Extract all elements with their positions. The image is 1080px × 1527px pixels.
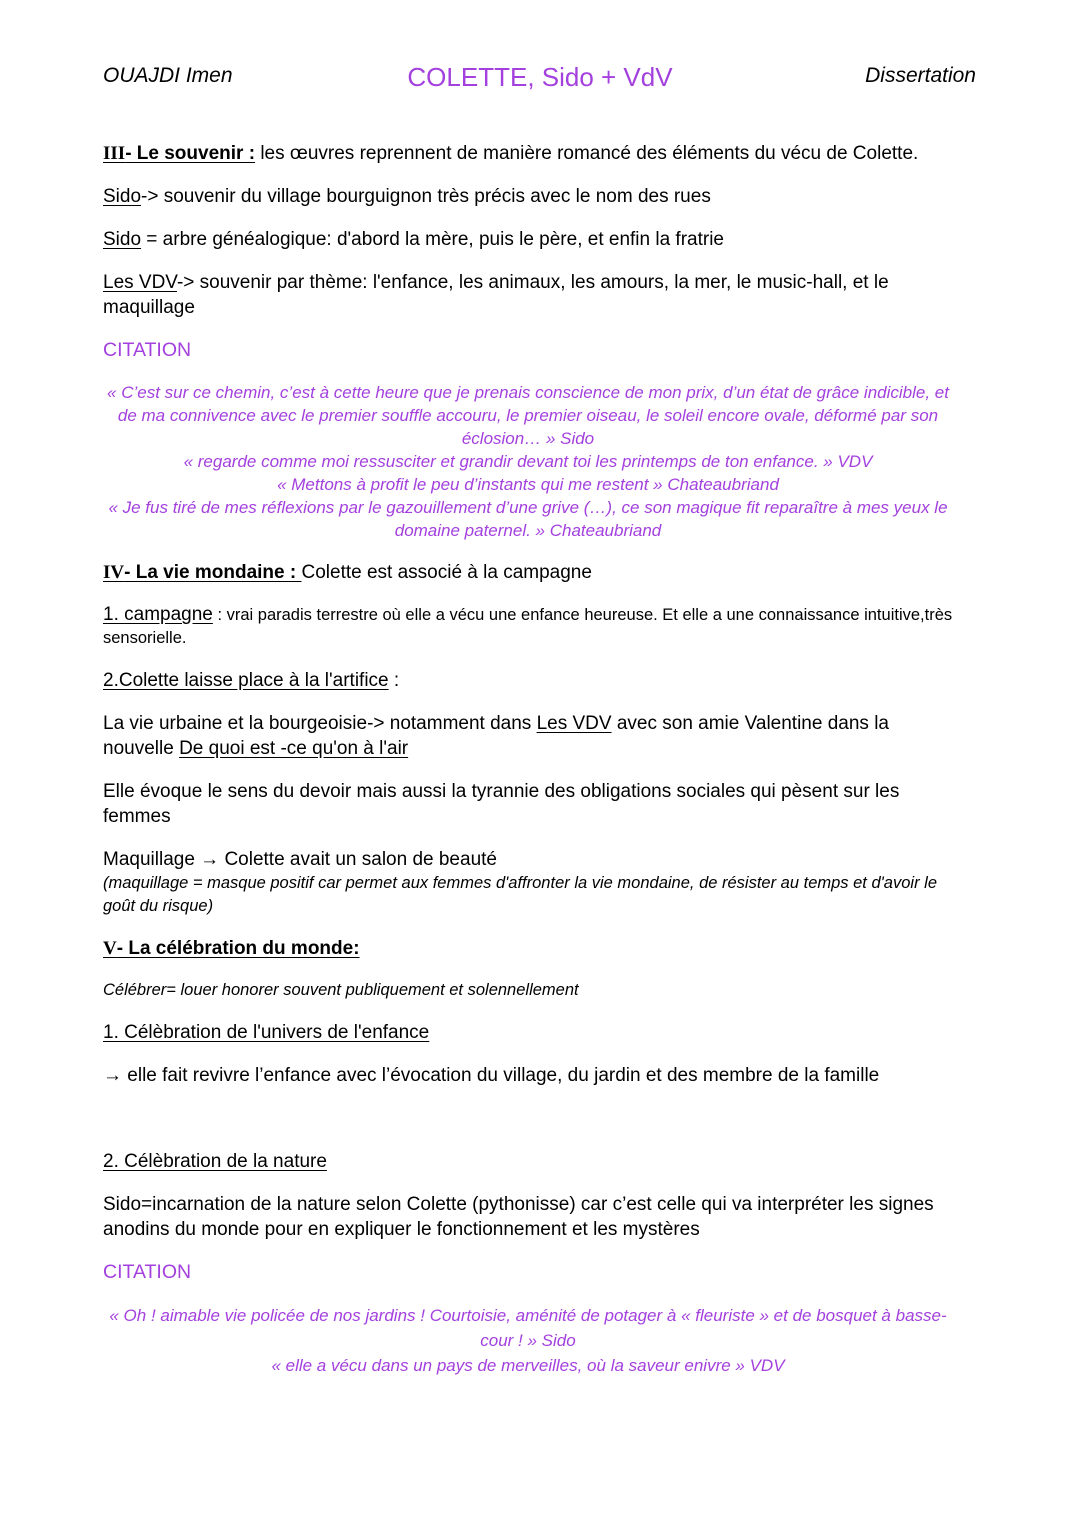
section-3-heading-paragraph: [103, 141, 953, 166]
quote-chateaubriand-1: « Mettons à profit le peu d’instants qui me restent » Chateaubriand: [277, 475, 779, 494]
section-3-sido-village: [103, 184, 953, 209]
vdv-reference: Les VDV: [536, 713, 612, 734]
section-5-number: V: [103, 938, 117, 959]
citation-block-2: [103, 1303, 953, 1378]
artifice-subtitle: 2.Colette laisse place à la l'artifice: [103, 670, 389, 691]
citation-label: CITATION: [103, 339, 192, 361]
citation-block-1: [103, 381, 953, 542]
document-type: Dissertation: [865, 64, 976, 87]
citation-label: CITATION: [103, 1261, 192, 1283]
section-4-campagne: [103, 603, 953, 650]
section-4-intro: Colette est associé à la campagne: [301, 562, 592, 583]
section-4-title: - La vie mondaine :: [124, 562, 302, 583]
section-4-heading-paragraph: [103, 560, 953, 585]
quote-vdv-merveilles: « elle a vécu dans un pays de merveilles, où la saveur enivre » VDV: [271, 1356, 785, 1375]
section-4-makeup-note: (maquillage = masque positif car permet aux femmes d'affronter la vie mondaine, de résister au temps et d'avoir le goût du risque): [103, 874, 937, 915]
section-5-sub2-text: Sido=incarnation de la nature selon Colette (pythonisse) car c’est celle qui va interpréter les signes anodins du monde pour en expliquer le fonctionnement et les mystères: [103, 1194, 934, 1240]
section-5-sub2-title: 2. Célèbration de la nature: [103, 1151, 327, 1172]
section-5-title: - La célébration du monde:: [116, 938, 360, 959]
section-5-heading-paragraph: [103, 936, 953, 961]
quote-sido: « C’est sur ce chemin, c’est à cette heure que je prenais conscience de mon prix, d’un état de grâce indicible, et de ma connivence avec le premier souffle accouru, le premier oiseau, le soleil encore ovale, déformé par son éclosion… » Sido: [107, 383, 949, 448]
quote-sido-jardins: « Oh ! aimable vie policée de nos jardins ! Courtoisie, aménité de potager à « fleuriste » et de bosquet à basse-cour ! » Sido: [109, 1306, 947, 1350]
section-5-sub1-text: → elle fait revivre l’enfance avec l’évocation du village, du jardin et des membre de la famille: [103, 1065, 880, 1086]
quote-vdv: « regarde comme moi ressusciter et grandir devant toi les printemps de ton enfance. » VDV: [183, 452, 873, 471]
urban-life-text-a: La vie urbaine et la bourgeoisie-> notamment dans: [103, 713, 537, 734]
vdv-themes-text: -> souvenir par thème: l'enfance, les animaux, les amours, la mer, le music-hall, et le maquillage: [103, 272, 889, 318]
sido-tree-text: = arbre généalogique: d'abord la mère, puis le père, et enfin la fratrie: [141, 229, 724, 250]
campagne-text: : vrai paradis terrestre où elle a vécu une enfance heureuse. Et elle a une connaissance intuitive,très sensorielle.: [103, 606, 953, 647]
urban-life-text-b: avec son amie Valentine dans la nouvelle: [103, 713, 889, 759]
section-3-vdv-themes: [103, 270, 953, 320]
section-4-duty: Elle évoque le sens du devoir mais aussi la tyrannie des obligations sociales qui pèsent sur les femmes: [103, 781, 900, 827]
section-4-number: IV: [103, 562, 125, 583]
section-3-heading: [103, 143, 255, 164]
section-3-intro: les œuvres reprennent de manière romancé des éléments du vécu de Colette.: [255, 143, 919, 164]
section-3-sido-tree: [103, 227, 953, 252]
section-3-number: III: [103, 143, 126, 164]
section-5-heading: [103, 938, 360, 959]
celebrer-definition: Célébrer= louer honorer souvent publiquement et solennellement: [103, 981, 579, 999]
document-title: COLETTE, Sido + VdV: [407, 62, 673, 92]
sido-reference: Sido: [103, 229, 142, 250]
section-4-artifice: [103, 668, 953, 693]
section-3-title: - Le souvenir :: [125, 143, 256, 164]
sido-village-text: -> souvenir du village bourguignon très précis avec le nom des rues: [141, 186, 711, 207]
artifice-colon: :: [388, 670, 400, 691]
sido-reference: Sido: [103, 186, 142, 207]
section-4-heading: [103, 562, 302, 583]
section-5-sub1-title: 1. Célèbration de l'univers de l'enfance: [103, 1022, 430, 1043]
quote-chateaubriand-2: « Je fus tiré de mes réflexions par le gazouillement d’une grive (…), ce son magique fit reparaître à mes yeux le domaine paternel. » Chateaubriand: [108, 498, 948, 540]
section-4-urban-life: [103, 711, 953, 761]
document-body: [103, 140, 953, 1378]
section-4-makeup: Maquillage → Colette avait un salon de beauté: [103, 849, 497, 870]
nouvelle-title: De quoi est -ce qu'on à l'air: [179, 738, 409, 759]
campagne-subtitle: 1. campagne: [103, 604, 213, 625]
author-name: OUAJDI Imen: [103, 64, 233, 87]
vdv-reference: Les VDV: [103, 272, 177, 293]
